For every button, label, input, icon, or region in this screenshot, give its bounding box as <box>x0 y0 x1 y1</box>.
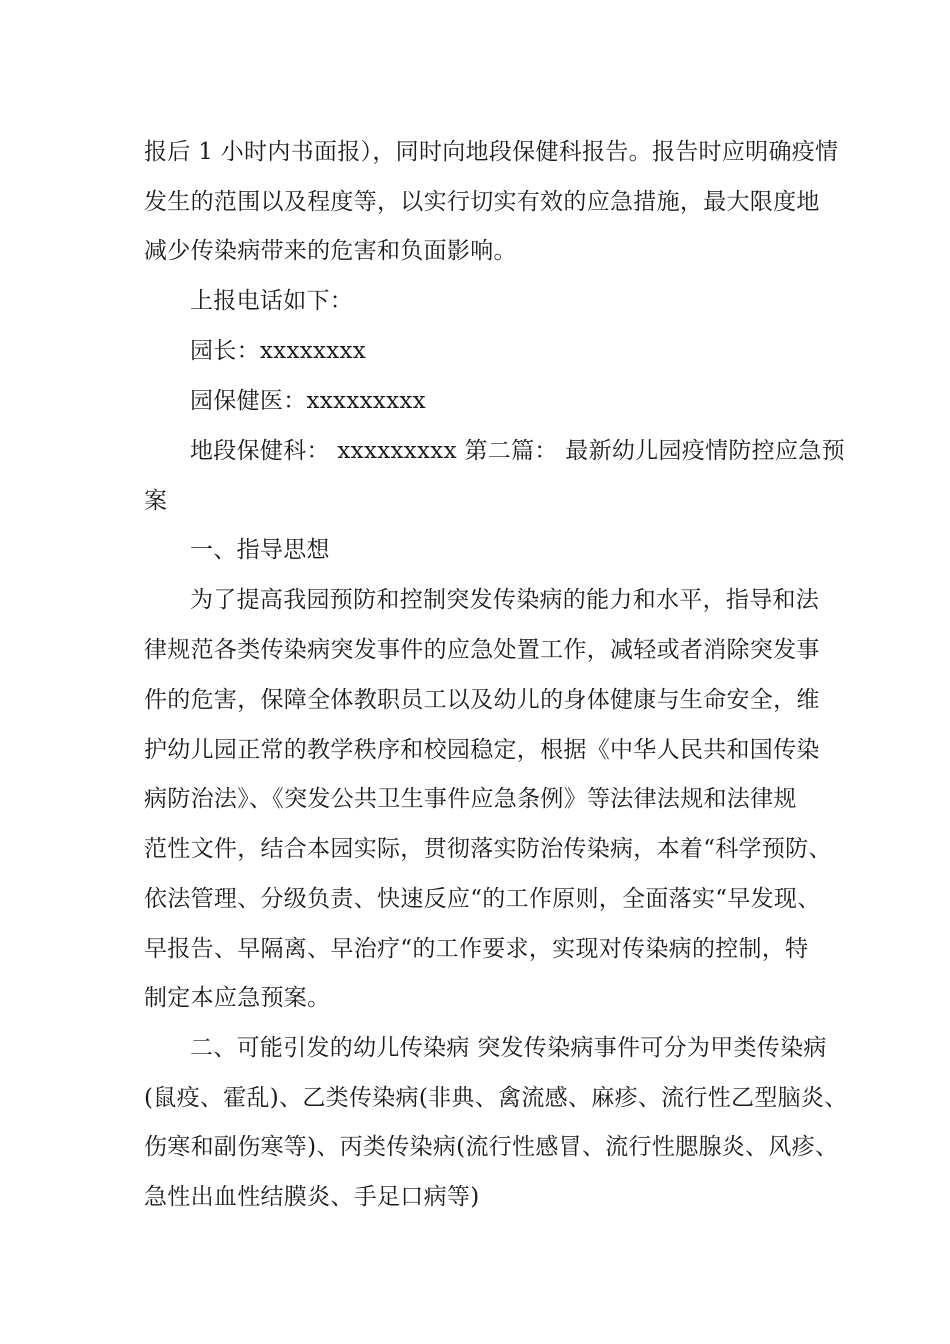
text-line: 案 <box>144 488 168 514</box>
text-line: 为了提高我园预防和控制突发传染病的能力和水平，指导和法 <box>190 587 820 613</box>
text-line: 早报告、早隔离、早治疗“的工作要求，实现对传染病的控制，特 <box>144 936 809 962</box>
text-line: 律规范各类传染病突发事件的应急处置工作，减轻或者消除突发事 <box>144 637 820 663</box>
text-line: 急性出血性结膜炎、手足口病等) <box>144 1184 480 1210</box>
section-heading: 一、指导思想 <box>190 537 330 563</box>
text-line: 报后 1 小时内书面报），同时向地段保健科报告。报告时应明确疫情 <box>144 139 839 165</box>
text-line: 地段保健科： xxxxxxxxx 第二篇： 最新幼儿园疫情防控应急预 <box>190 438 845 464</box>
text-line: 制定本应急预案。 <box>144 985 331 1011</box>
text-line: 件的危害，保障全体教职员工以及幼儿的身体健康与生命安全，维 <box>144 687 820 713</box>
text-line: 发生的范围以及程度等，以实行切实有效的应急措施，最大限度地 <box>144 189 820 215</box>
text-line: 病防治法》、《突发公共卫生事件应急条例》等法律法规和法律规 <box>144 786 797 812</box>
text-line: (鼠疫、霍乱)、乙类传染病(非典、禽流感、麻疹、流行性乙型脑炎、 <box>144 1085 848 1111</box>
text-line: 护幼儿园正常的教学秩序和校园稳定，根据《中华人民共和国传染 <box>144 737 820 763</box>
text-line: 范性文件，结合本园实际，贯彻落实防治传染病，本着“科学预防、 <box>144 836 832 862</box>
section-heading: 二、可能引发的幼儿传染病 突发传染病事件可分为甲类传染病 <box>190 1035 827 1061</box>
text-line: 园保健医：xxxxxxxxx <box>190 388 426 414</box>
text-line: 依法管理、分级负责、快速反应“的工作原则，全面落实“早发现、 <box>144 886 821 912</box>
text-line: 园长：xxxxxxxx <box>190 338 367 364</box>
text-line: 上报电话如下： <box>190 288 354 314</box>
text-line: 伤寒和副伤寒等)、丙类传染病(流行性感冒、流行性腮腺炎、风疹、 <box>144 1134 839 1160</box>
text-line: 减少传染病带来的危害和负面影响。 <box>144 238 517 264</box>
